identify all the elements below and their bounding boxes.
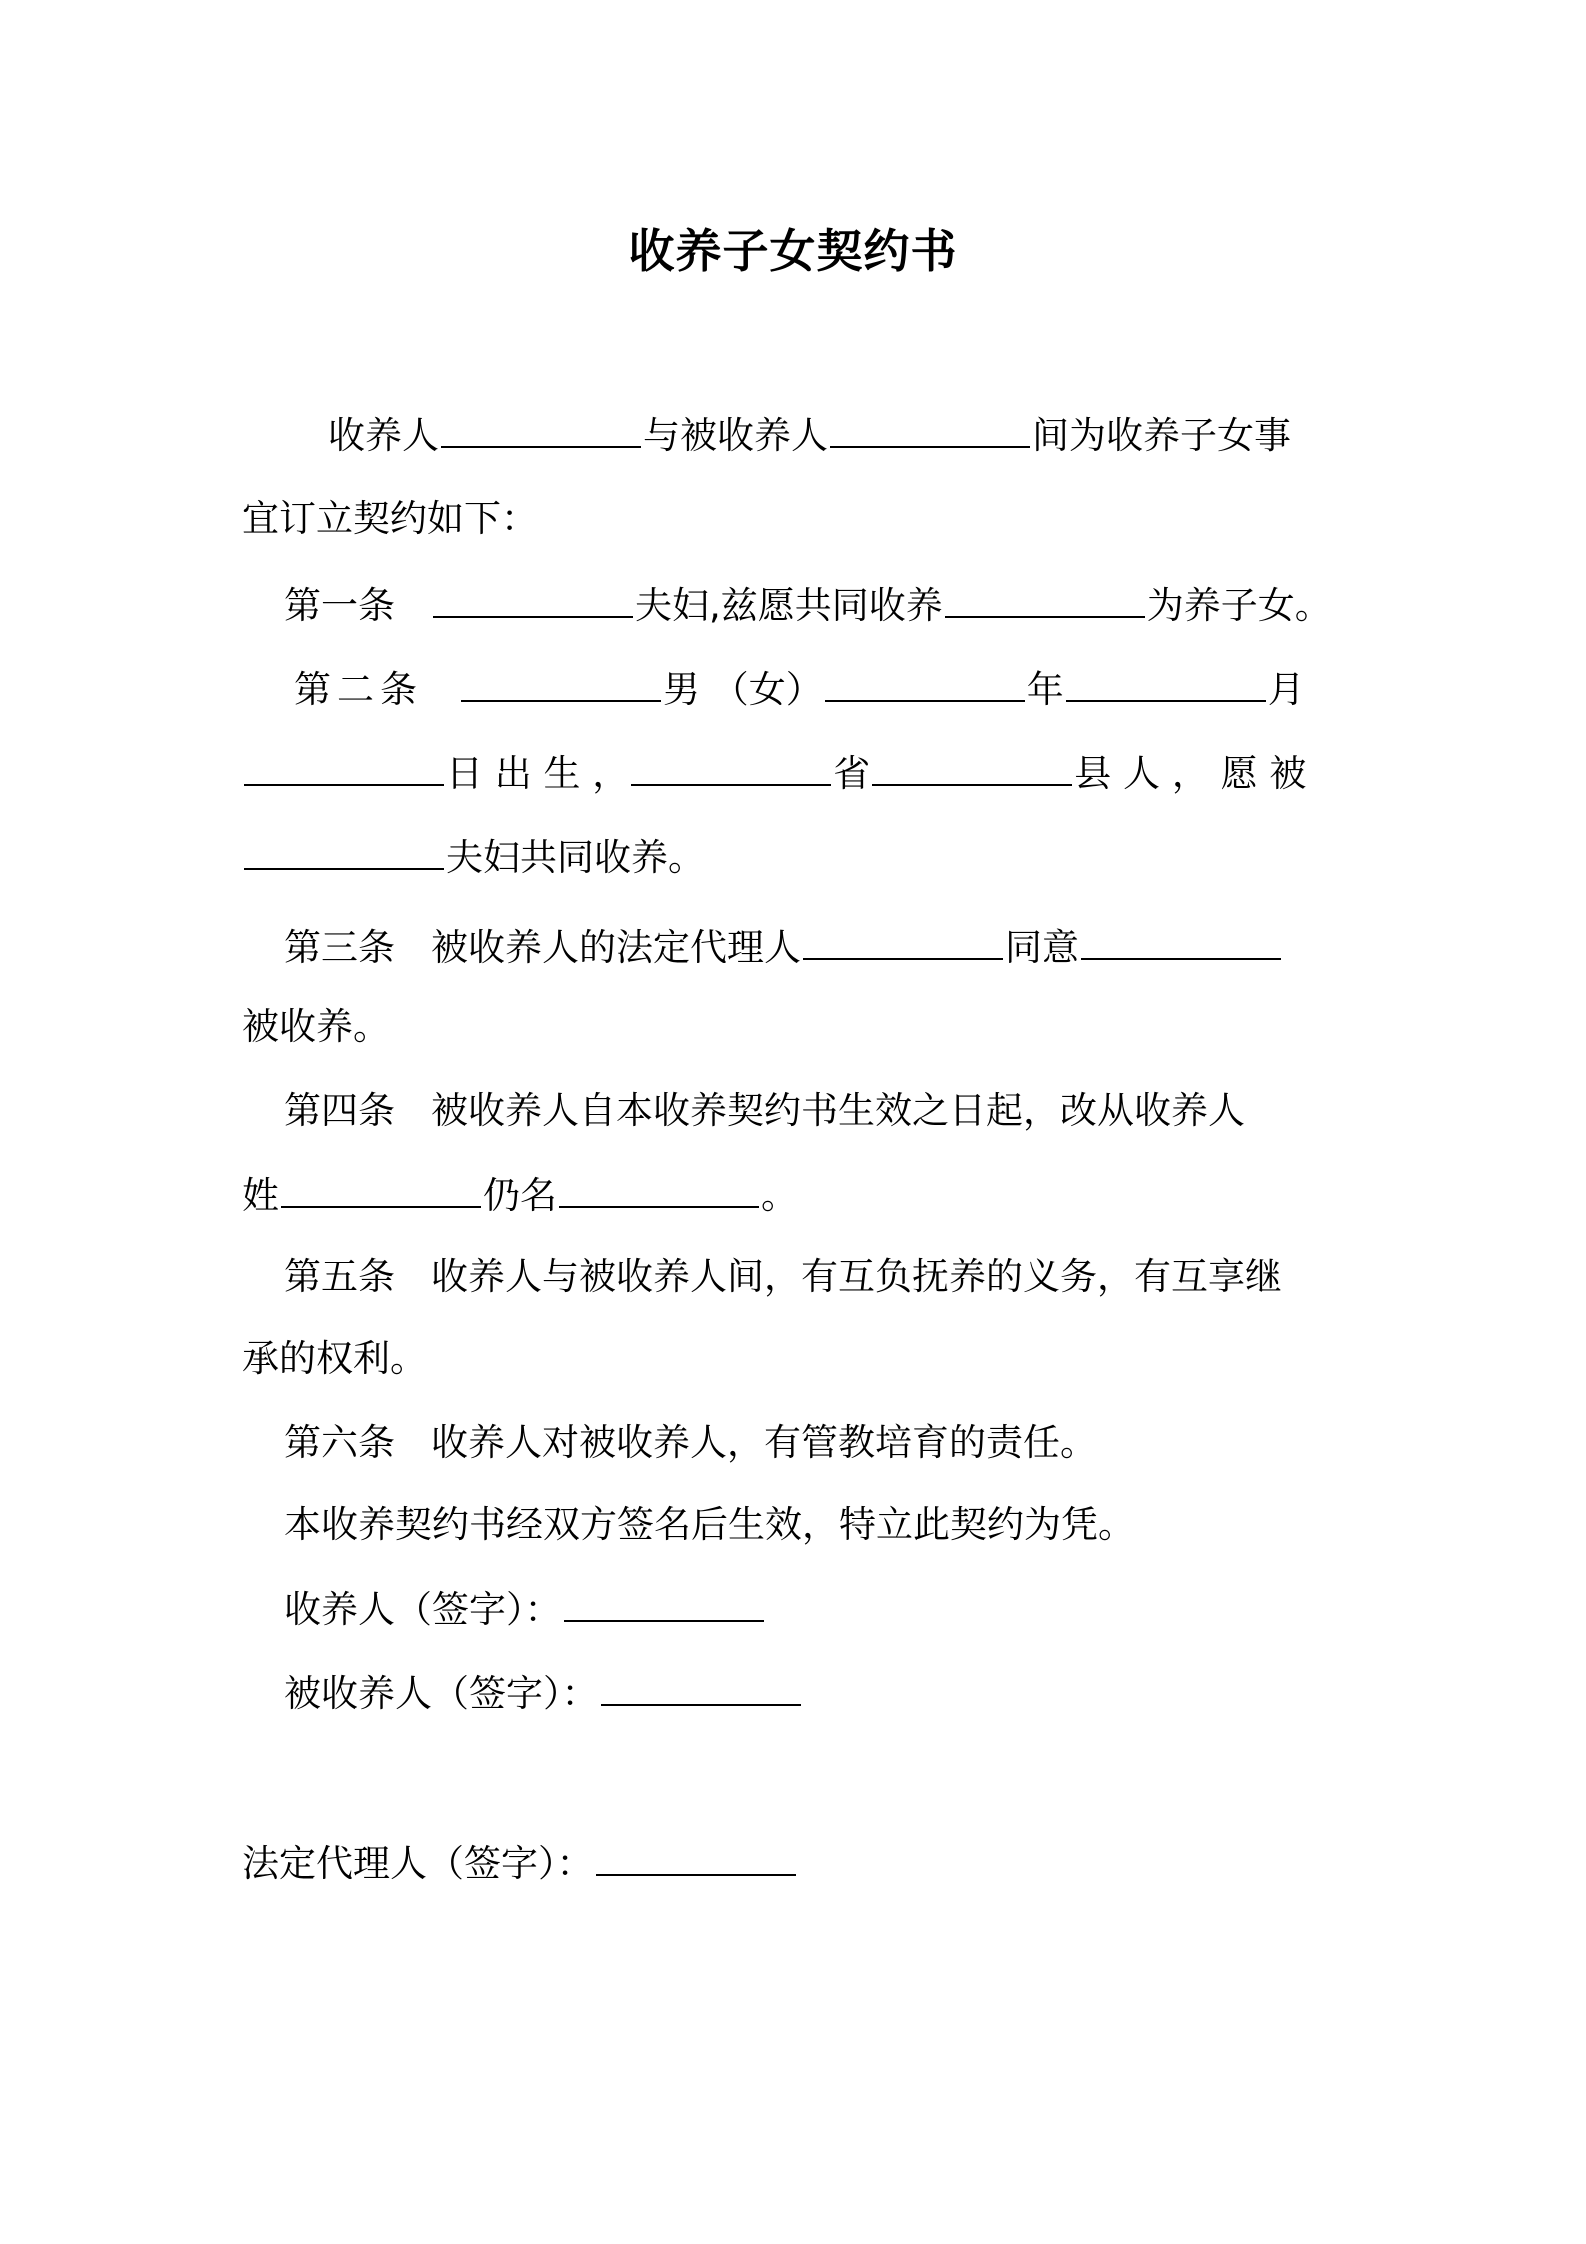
guardian-signature-blank[interactable] xyxy=(596,1838,796,1876)
signature-adoptee: 被收养人（签字）： xyxy=(284,1668,803,1719)
article-2-line-3: 夫妇共同收养。 xyxy=(242,832,705,883)
art2-year-blank[interactable] xyxy=(825,664,1025,702)
signature-guardian: 法定代理人（签字）： xyxy=(242,1838,798,1889)
adopter-signature-blank[interactable] xyxy=(564,1584,764,1622)
art2-month-blank[interactable] xyxy=(1066,664,1266,702)
article-2-line-1: 第二条 男 （女） 年 月 xyxy=(294,664,1305,715)
art3-guardian-blank[interactable] xyxy=(803,922,1003,960)
art1-couple-blank[interactable] xyxy=(433,580,633,618)
document-title: 收养子女契约书 xyxy=(628,224,958,278)
art2-day-blank[interactable] xyxy=(244,748,444,786)
adoptee-blank[interactable] xyxy=(830,410,1030,448)
art1-child-blank[interactable] xyxy=(945,580,1145,618)
article-1: 第一条 夫妇,兹愿共同收养 为养子女。 xyxy=(284,580,1332,631)
article-3-line-2: 被收养。 xyxy=(242,1005,390,1048)
article-2-line-2: 日 出 生 ， 省 县 人 ， 愿 被 xyxy=(242,748,1306,799)
art3-consent-blank[interactable] xyxy=(1081,922,1281,960)
signature-adopter: 收养人（签字）： xyxy=(284,1584,766,1635)
art2-name-blank[interactable] xyxy=(461,664,661,702)
adoptee-signature-blank[interactable] xyxy=(601,1668,801,1706)
closing-statement: 本收养契约书经双方签名后生效，特立此契约为凭。 xyxy=(284,1503,1135,1546)
art2-couple-blank[interactable] xyxy=(244,832,444,870)
article-4-line-2: 姓 仍名 。 xyxy=(242,1170,798,1221)
art2-county-blank[interactable] xyxy=(872,748,1072,786)
adopter-blank[interactable] xyxy=(441,410,641,448)
art4-name-blank[interactable] xyxy=(559,1170,759,1208)
article-5-line-1: 第五条 收养人与被收养人间，有互负抚养的义务，有互享继 xyxy=(284,1255,1282,1298)
article-6: 第六条 收养人对被收养人，有管教培育的责任。 xyxy=(284,1421,1097,1464)
intro-line-2: 宜订立契约如下： xyxy=(242,497,538,540)
article-5-line-2: 承的权利。 xyxy=(242,1337,427,1380)
art4-surname-blank[interactable] xyxy=(281,1170,481,1208)
article-4-line-1: 第四条 被收养人自本收养契约书生效之日起，改从收养人 xyxy=(284,1089,1245,1132)
art2-province-blank[interactable] xyxy=(631,748,831,786)
intro-line-1: 收养人 与被收养人 间为收养子女事 xyxy=(328,410,1291,461)
article-3-line-1: 第三条 被收养人的法定代理人 同意 xyxy=(284,922,1283,973)
